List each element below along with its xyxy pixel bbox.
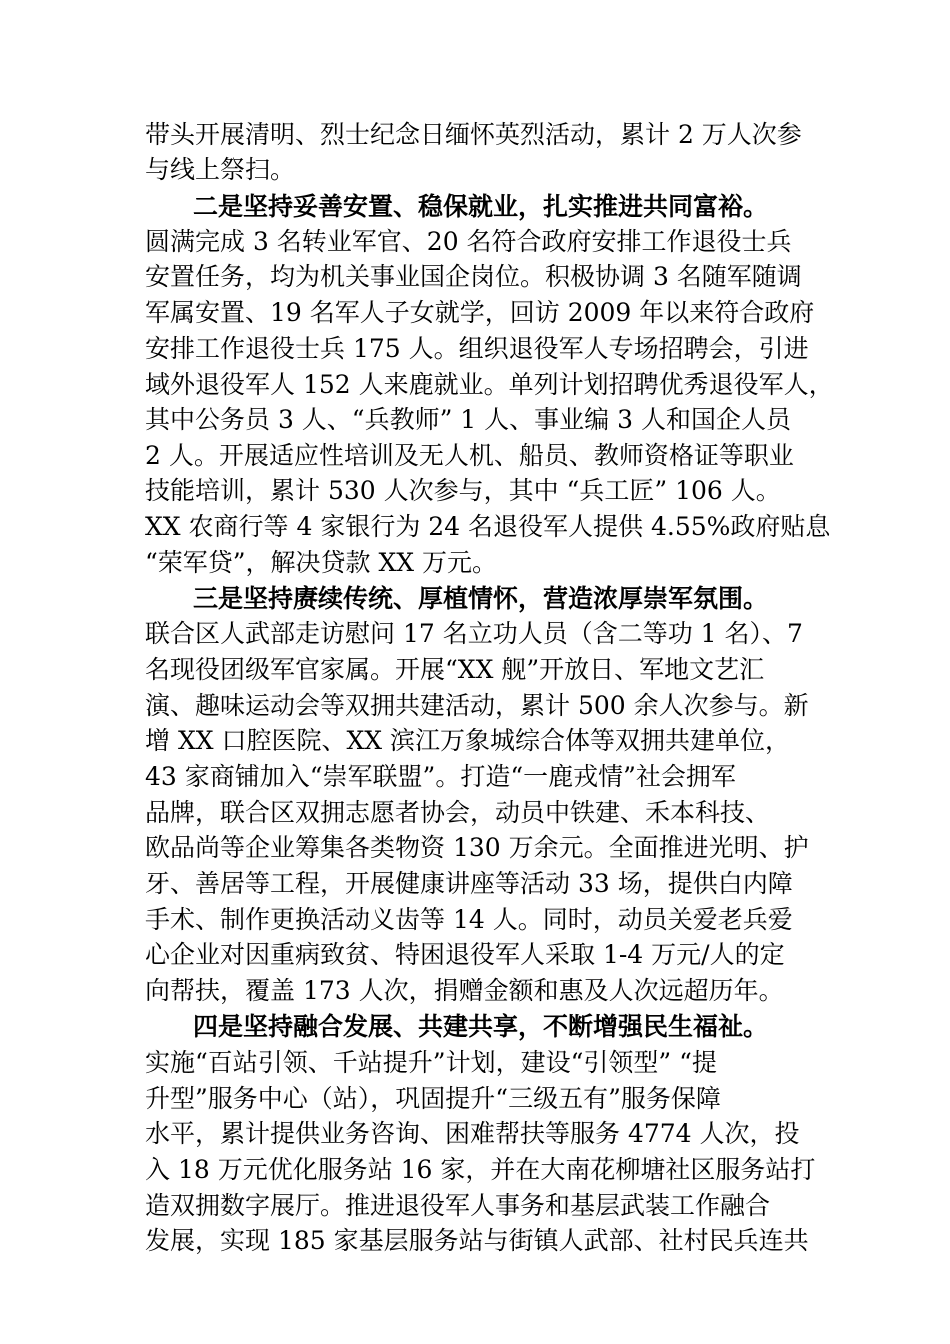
section-heading: 四是坚持融合发展、共建共享，不断增强民生福祉。 bbox=[193, 1012, 769, 1041]
body-text-line: 实施“百站引领、千站提升”计划，建设“引领型” “提 bbox=[145, 1048, 717, 1077]
body-text-line: 欧品尚等企业筹集各类物资 130 万余元。全面推进光明、护 bbox=[145, 833, 809, 862]
body-text-line: 其中公务员 3 人、“兵教师” 1 人、事业编 3 人和国企人员 bbox=[145, 405, 791, 434]
section-heading: 二是坚持妥善安置、稳保就业，扎实推进共同富裕。 bbox=[193, 192, 769, 221]
section-heading: 三是坚持赓续传统、厚植情怀，营造浓厚崇军氛围。 bbox=[193, 584, 769, 613]
body-text-line: 名现役团级军官家属。开展“XX 舰”开放日、军地文艺汇 bbox=[145, 655, 765, 684]
body-text-line: XX 农商行等 4 家银行为 24 名退役军人提供 4.55%政府贴息 bbox=[145, 512, 831, 541]
body-text-line: 入 18 万元优化服务站 16 家，并在大南花柳塘社区服务站打 bbox=[145, 1155, 816, 1184]
body-text-line: 向帮扶，覆盖 173 人次，捐赠金额和惠及人次远超历年。 bbox=[145, 976, 784, 1005]
body-text-line: 军属安置、19 名军人子女就学，回访 2009 年以来符合政府 bbox=[145, 298, 815, 327]
body-text-line: 增 XX 口腔医院、XX 滨江万象城综合体等双拥共建单位， bbox=[145, 726, 791, 755]
body-text-line: 43 家商铺加入“崇军联盟”。打造“一鹿戎情”社会拥军 bbox=[145, 762, 736, 791]
body-text-line: 2 人。开展适应性培训及无人机、船员、教师资格证等职业 bbox=[145, 441, 794, 470]
body-text-line: 发展，实现 185 家基层服务站与街镇人武部、社村民兵连共 bbox=[145, 1226, 809, 1255]
body-text-line: 联合区人武部走访慰问 17 名立功人员（含二等功 1 名）、7 bbox=[145, 619, 803, 648]
body-text-line: 品牌，联合区双拥志愿者协会，动员中铁建、禾本科技、 bbox=[145, 798, 771, 827]
body-text-line: 安排工作退役士兵 175 人。组织退役军人专场招聘会，引进 bbox=[145, 334, 809, 363]
body-text-line: 造双拥数字展厅。推进退役军人事务和基层武装工作融合 bbox=[145, 1191, 771, 1220]
body-text-line: 圆满完成 3 名转业军官、20 名符合政府安排工作退役士兵 bbox=[145, 227, 792, 256]
body-text-line: 演、趣味运动会等双拥共建活动，累计 500 余人次参与。新 bbox=[145, 691, 809, 720]
body-text-line: 技能培训，累计 530 人次参与，其中 “兵工匠” 106 人。 bbox=[145, 476, 781, 505]
body-text-line: “荣军贷”，解决贷款 XX 万元。 bbox=[145, 548, 498, 577]
body-text-line: 域外退役军人 152 人来鹿就业。单列计划招聘优秀退役军人， bbox=[145, 370, 834, 399]
body-text-line: 带头开展清明、烈士纪念日缅怀英烈活动，累计 2 万人次参 bbox=[145, 120, 802, 149]
body-text-line: 牙、善居等工程，开展健康讲座等活动 33 场，提供白内障 bbox=[145, 869, 793, 898]
body-text-line: 安置任务，均为机关事业国企岗位。积极协调 3 名随军随调 bbox=[145, 262, 802, 291]
body-text-line: 水平，累计提供业务咨询、困难帮扶等服务 4774 人次，投 bbox=[145, 1119, 800, 1148]
body-text-line: 心企业对因重病致贫、特困退役军人采取 1-4 万元/人的定 bbox=[145, 940, 785, 969]
body-text-line: 升型”服务中心（站），巩固提升“三级五有”服务保障 bbox=[145, 1084, 721, 1113]
body-text-line: 手术、制作更换活动义齿等 14 人。同时，动员关爱老兵爱 bbox=[145, 905, 793, 934]
body-text-line: 与线上祭扫。 bbox=[145, 155, 296, 184]
